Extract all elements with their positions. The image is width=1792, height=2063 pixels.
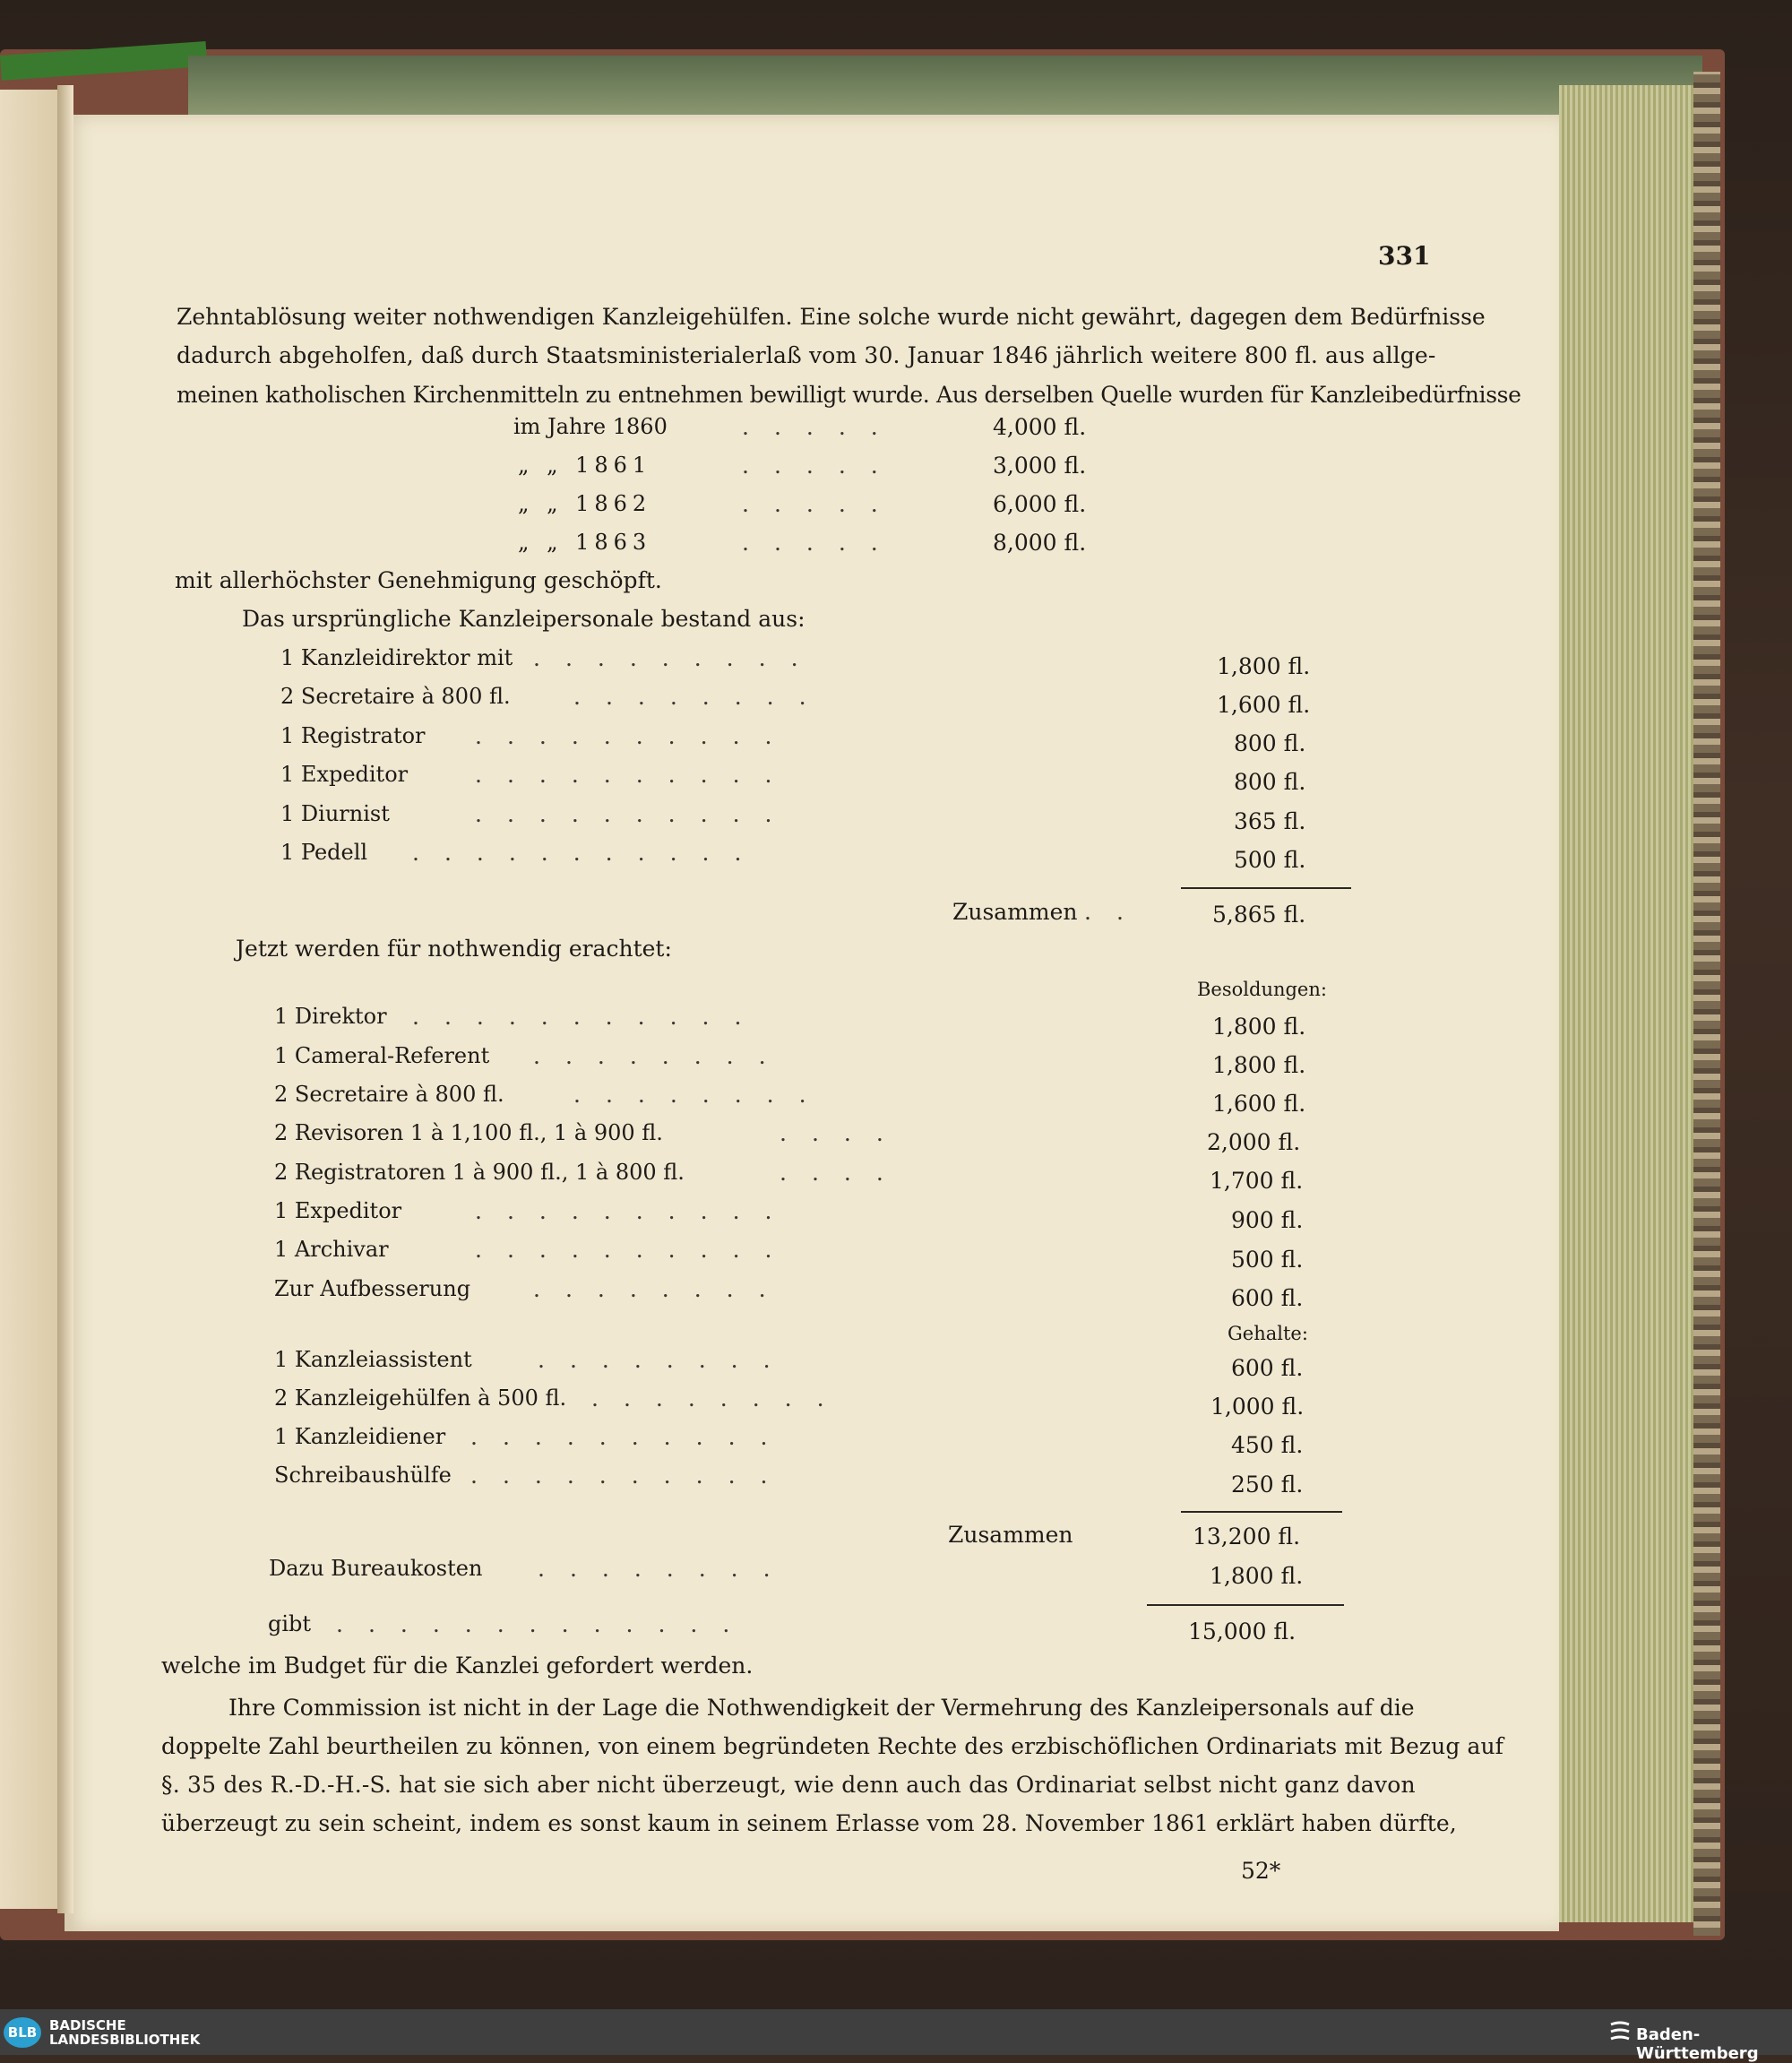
sum-rule <box>1147 1604 1344 1606</box>
left-page <box>0 90 65 1909</box>
staff-amount: 800 fl. <box>1234 730 1306 756</box>
salary-amount: 2,000 fl. <box>1207 1129 1301 1155</box>
year-label: „ „ 1863 <box>518 530 652 555</box>
leader-dots: ........ <box>538 1347 796 1373</box>
staff-amount: 500 fl. <box>1234 847 1306 873</box>
seal-icon <box>1608 2019 1632 2046</box>
marbled-board <box>1693 72 1720 1936</box>
sum-rule <box>1181 887 1351 889</box>
salary-label: 1 Expeditor <box>274 1198 402 1223</box>
needed-heading: Jetzt werden für nothwendig erachtet: <box>236 936 672 962</box>
total-label: Zusammen <box>948 1522 1073 1548</box>
salary-label: 2 Registratoren 1 à 900 fl., 1 à 800 fl. <box>274 1160 685 1185</box>
leader-dots: .......... <box>475 762 797 788</box>
top-page-edge <box>188 56 1702 120</box>
leader-dots: .... <box>780 1160 909 1186</box>
wage-amount: 250 fl. <box>1231 1472 1304 1498</box>
staff-amount: 800 fl. <box>1234 769 1306 795</box>
gutter <box>57 85 73 1913</box>
closing-line-2: doppelte Zahl beurtheilen zu können, von einem begründeten Rechte des erzbischöflichen Ordinariats mit Bezug auf <box>161 1733 1504 1759</box>
grand-total: 15,000 fl. <box>1188 1618 1297 1644</box>
leader-dots: ........ <box>533 1043 791 1069</box>
leader-dots: .......... <box>470 1463 793 1489</box>
year-amount: 6,000 fl. <box>993 491 1087 517</box>
right-page-edge <box>1559 85 1702 1922</box>
total-label: Zusammen <box>952 899 1078 925</box>
wage-amount: 1,000 fl. <box>1210 1394 1305 1420</box>
staff-label: 2 Secretaire à 800 fl. <box>280 684 511 709</box>
library-name-line-2: LANDESBIBLIOTHEK <box>49 2032 201 2048</box>
salary-label: 1 Direktor <box>274 1004 387 1029</box>
grand-label: gibt <box>268 1611 312 1636</box>
bureau-amount: 1,800 fl. <box>1210 1563 1304 1589</box>
closing-line-3: §. 35 des R.-D.-H.-S. hat sie sich aber nicht überzeugt, wie denn auch das Ordinariat selbst nicht ganz davon <box>161 1772 1416 1798</box>
year-amount: 3,000 fl. <box>993 453 1087 479</box>
after-years-text: mit allerhöchster Genehmigung geschöpft. <box>175 567 662 593</box>
leader-dots: ........... <box>412 840 767 866</box>
salary-label: 2 Secretaire à 800 fl. <box>274 1082 504 1107</box>
leader-dots: .......... <box>470 1424 793 1450</box>
state-name[interactable]: Baden-Württemberg <box>1636 2025 1759 2063</box>
staff-amount: 1,800 fl. <box>1217 653 1311 679</box>
leader-dots: .......... <box>475 1237 797 1263</box>
staff-label: 1 Registrator <box>280 723 426 748</box>
wage-amount: 600 fl. <box>1231 1355 1304 1381</box>
leader-dots: ..... <box>742 414 903 440</box>
intro-line-3: meinen katholischen Kirchenmitteln zu entnehmen bewilligt wurde. Aus derselben Quelle wurden für Kanzleibedürfnisse <box>177 382 1521 408</box>
year-label: „ „ 1861 <box>518 453 652 478</box>
leader-dots: .......... <box>475 1198 797 1224</box>
salary-amount: 1,600 fl. <box>1212 1091 1306 1117</box>
leader-dots: ..... <box>742 491 903 517</box>
year-label: „ „ 1862 <box>518 491 652 516</box>
original-heading: Das ursprüngliche Kanzleipersonale bestand aus: <box>242 606 806 632</box>
wage-amount: 450 fl. <box>1231 1432 1304 1458</box>
sum-rule <box>1181 1511 1342 1513</box>
salary-label: Zur Aufbesserung <box>274 1276 471 1301</box>
staff-label: 1 Expeditor <box>280 762 409 787</box>
wage-label: 1 Kanzleidiener <box>274 1424 446 1449</box>
salary-amount: 1,700 fl. <box>1210 1168 1304 1194</box>
salary-label: 2 Revisoren 1 à 1,100 fl., 1 à 900 fl. <box>274 1120 663 1145</box>
leader-dots: ......... <box>533 645 823 671</box>
page-number: 331 <box>1378 241 1431 271</box>
wage-label: 1 Kanzleiassistent <box>274 1347 472 1372</box>
leader-dots: ..... <box>742 453 903 479</box>
leader-dots: .......... <box>475 723 797 749</box>
leader-dots: ..... <box>742 530 903 556</box>
year-amount: 4,000 fl. <box>993 414 1087 440</box>
leader-dots: ........... <box>412 1004 767 1030</box>
closing-line-4: überzeugt zu sein scheint, indem es sonst kaum in seinem Erlasse vom 28. November 1861 erklärt haben dürfte, <box>161 1810 1457 1836</box>
library-name[interactable] <box>49 2018 200 2047</box>
intro-line-1: Zehntablösung weiter nothwendigen Kanzleigehülfen. Eine solche wurde nicht gewährt, dagegen dem Bedürfnisse <box>177 304 1486 330</box>
staff-amount: 1,600 fl. <box>1217 692 1311 718</box>
wage-label: Schreibaushülfe <box>274 1463 452 1488</box>
footer-bar <box>0 2009 1792 2055</box>
leader-dots: ........ <box>533 1276 791 1302</box>
leader-dots: .... <box>780 1120 909 1146</box>
leader-dots: ............. <box>336 1611 755 1637</box>
blb-logo[interactable]: BLB <box>4 2017 41 2048</box>
salary-amount: 1,800 fl. <box>1212 1052 1306 1078</box>
footnote-mark: 52* <box>1241 1858 1281 1884</box>
salary-amount: 500 fl. <box>1231 1247 1304 1273</box>
library-name-line-1: BADISCHE <box>49 2017 126 2033</box>
leader-dots: ........ <box>573 684 831 710</box>
staff-label: 1 Kanzleidirektor mit <box>280 645 513 670</box>
salary-amount: 600 fl. <box>1231 1285 1304 1311</box>
staff-label: 1 Pedell <box>280 840 368 865</box>
closing-line-1: Ihre Commission ist nicht in der Lage die Nothwendigkeit der Vermehrung des Kanzleipersonals auf die <box>228 1695 1415 1721</box>
salary-amount: 1,800 fl. <box>1212 1014 1306 1040</box>
leader-dots: ........ <box>591 1385 849 1411</box>
leader-dots: ........ <box>538 1556 796 1582</box>
salary-label: 1 Cameral-Referent <box>274 1043 490 1068</box>
wage-label: 2 Kanzleigehülfen à 500 fl. <box>274 1385 567 1411</box>
original-total: 5,865 fl. <box>1212 902 1306 928</box>
leader-dots: ........ <box>573 1082 831 1108</box>
salary-amount: 900 fl. <box>1231 1207 1304 1233</box>
year-amount: 8,000 fl. <box>993 530 1087 556</box>
leader-dots: .......... <box>475 801 797 827</box>
intro-line-2: dadurch abgeholfen, daß durch Staatsministerialerlaß vom 30. Januar 1846 jährlich weitere 800 fl. aus allge- <box>177 342 1436 368</box>
bureau-label: Dazu Bureaukosten <box>269 1556 483 1581</box>
needed-total: 13,200 fl. <box>1193 1524 1301 1549</box>
after-total-text: welche im Budget für die Kanzlei gefordert werden. <box>161 1653 754 1679</box>
leader-dots: .. <box>1084 899 1149 925</box>
staff-label: 1 Diurnist <box>280 801 390 826</box>
salary-label: 1 Archivar <box>274 1237 389 1262</box>
salaries-label: Besoldungen: <box>1197 979 1327 1000</box>
wages-label: Gehalte: <box>1228 1323 1308 1344</box>
year-label: im Jahre 1860 <box>513 414 668 439</box>
staff-amount: 365 fl. <box>1234 808 1306 834</box>
